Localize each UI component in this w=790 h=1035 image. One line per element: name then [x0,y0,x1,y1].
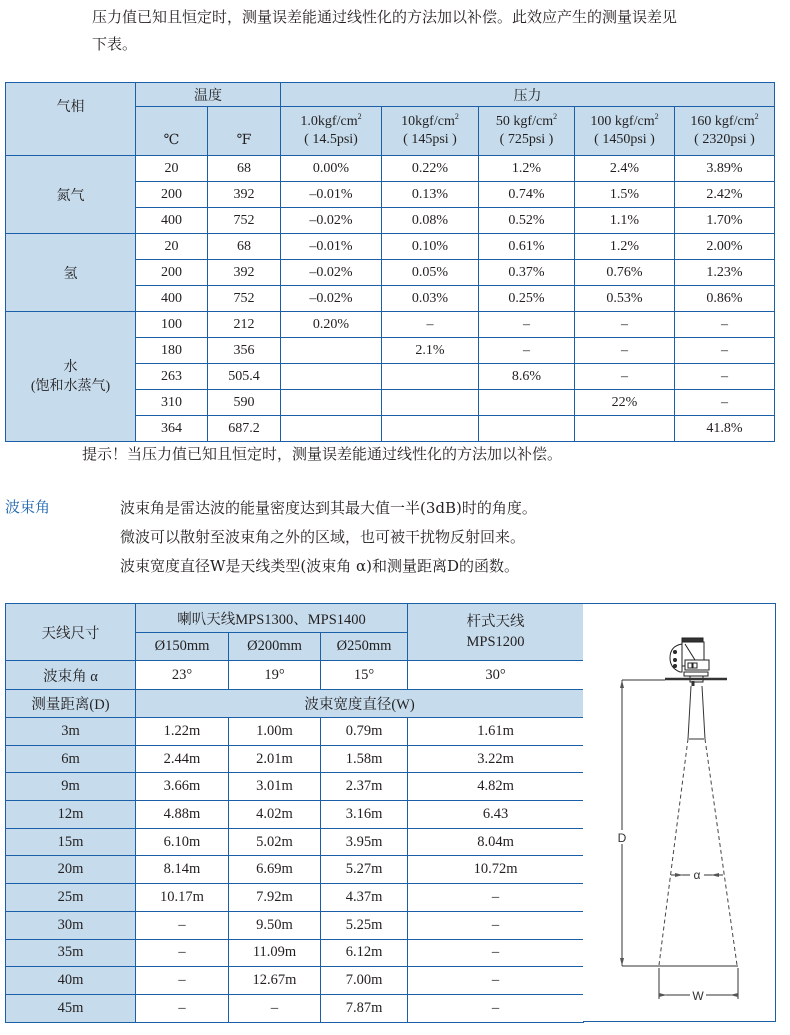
label-d: D [617,831,627,845]
table-row [6,828,584,856]
fahrenheit-cell: 505.4 [208,364,281,390]
psi-label: ( 1450psi ) [594,132,655,147]
beam-width-cell: 3.95m [321,828,408,856]
error-value-cell: – [575,338,675,364]
phase-subname: (饱和水蒸气) [30,378,111,394]
beam-width-cell: 6.10m [136,828,229,856]
psi-label: ( 14.5psi) [304,132,358,147]
celsius-cell: 310 [136,390,208,416]
error-value-cell [382,416,479,442]
beam-width-cell: 4.37m [321,884,408,912]
error-value-cell: – [675,338,775,364]
error-value-cell [575,416,675,442]
celsius-cell: 400 [136,208,208,234]
phase-name: 水 [63,359,78,375]
arrow-up-icon [620,680,624,688]
distance-cell: 30m [6,911,136,939]
pressure-error-table [5,82,775,442]
celsius-cell: 20 [136,234,208,260]
error-value-cell: 22% [575,390,675,416]
beam-width-cell: 6.69m [229,856,321,884]
beam-width-cell: 6.43 [408,801,584,829]
error-value-cell: 0.10% [382,234,479,260]
celsius-cell: 180 [136,338,208,364]
error-value-cell: – [479,338,575,364]
table-row [6,884,584,912]
header-size-150: Ø150mm [136,633,229,661]
radar-transmitter-icon [670,638,709,682]
beam-width-cell: – [229,994,321,1022]
error-value-cell: 0.53% [575,286,675,312]
superscript: 2 [754,112,759,121]
error-value-cell: 0.52% [479,208,575,234]
beam-width-cell: 1.58m [321,745,408,773]
beam-width-cell: 5.27m [321,856,408,884]
fahrenheit-cell: 590 [208,390,281,416]
error-value-cell [281,364,382,390]
beam-angle-value: 30° [408,661,584,690]
beam-width-cell: 1.00m [229,718,321,746]
table-row [6,234,775,260]
beam-width-cell: 11.09m [229,939,321,967]
error-value-cell: 2.42% [675,182,775,208]
error-value-cell: 2.4% [575,156,675,182]
table-row [6,967,584,995]
distance-cell: 20m [6,856,136,884]
error-value-cell [281,390,382,416]
fahrenheit-cell: 68 [208,156,281,182]
error-value-cell: –0.02% [281,260,382,286]
beam-width-cell: 8.04m [408,828,584,856]
celsius-cell: 263 [136,364,208,390]
error-value-cell: 0.13% [382,182,479,208]
distance-label: 测量距离(D) [6,690,136,718]
beam-width-cell: 3.66m [136,773,229,801]
error-value-cell: 1.5% [575,182,675,208]
error-value-cell: –0.01% [281,234,382,260]
phase-name: 氢 [63,266,78,282]
kgf-label: 1.0kgf/cm [300,114,358,129]
section-label-beam-angle: 波束角 [5,498,51,516]
header-pressure-col [281,107,382,156]
error-value-cell: 0.20% [281,312,382,338]
beam-width-cell: 3.16m [321,801,408,829]
table-row [6,994,584,1022]
header-pressure-col [675,107,775,156]
fahrenheit-cell: 212 [208,312,281,338]
header-antenna-size: 天线尺寸 [6,604,136,661]
header-pressure: 压力 [281,83,775,107]
beam-width-cell: 9.50m [229,911,321,939]
error-value-cell: – [675,390,775,416]
error-value-cell: – [479,312,575,338]
error-value-cell: – [575,364,675,390]
distance-cell: 6m [6,745,136,773]
beam-angle-value: 23° [136,661,229,690]
table-row [6,156,775,182]
beam-width-cell: 6.12m [321,939,408,967]
fahrenheit-cell: 752 [208,286,281,312]
error-value-cell [281,416,382,442]
beam-width-cell: 2.44m [136,745,229,773]
error-value-cell: 0.00% [281,156,382,182]
error-value-cell: 1.23% [675,260,775,286]
label-alpha: α [693,868,701,882]
header-horn-antenna: 喇叭天线MPS1300、MPS1400 [136,604,408,633]
error-value-cell: 0.86% [675,286,775,312]
label-w: W [692,989,704,1003]
celsius-cell: 364 [136,416,208,442]
beam-description-line: 波束宽度直径W是天线类型(波束角 α)和测量距离D的函数。 [120,557,520,575]
beam-width-cell: 4.02m [229,801,321,829]
header-fahrenheit: ℉ [208,107,281,156]
kgf-label: 50 kgf/cm [495,114,554,129]
error-value-cell: – [575,312,675,338]
beam-width-cell: 0.79m [321,718,408,746]
beam-width-cell: 7.87m [321,994,408,1022]
error-value-cell: 1.1% [575,208,675,234]
error-value-cell [479,416,575,442]
error-value-cell: 0.03% [382,286,479,312]
error-value-cell: 1.2% [479,156,575,182]
error-value-cell: 0.74% [479,182,575,208]
error-value-cell [382,390,479,416]
fahrenheit-cell: 687.2 [208,416,281,442]
error-value-cell: –0.02% [281,208,382,234]
error-value-cell: 2.1% [382,338,479,364]
beam-width-cell: 10.72m [408,856,584,884]
psi-label: ( 2320psi ) [694,132,755,147]
rod-antenna-model: MPS1200 [466,634,525,650]
beam-width-cell: 7.92m [229,884,321,912]
beam-width-cell: 3.22m [408,745,584,773]
superscript: 2 [454,112,459,121]
table-row [6,718,584,746]
beam-width-cell: 8.14m [136,856,229,884]
arrow-left-icon [711,873,719,877]
table-row [6,773,584,801]
distance-cell: 12m [6,801,136,829]
header-size-200: Ø200mm [229,633,321,661]
beam-angle-label: 波束角 α [6,661,136,690]
header-pressure-col [382,107,479,156]
beam-width-cell: 10.17m [136,884,229,912]
phase-group-cell [6,156,136,234]
beam-table-body [6,718,584,1023]
beam-width-cell: 5.25m [321,911,408,939]
header-size-250: Ø250mm [321,633,408,661]
beam-angle-value: 15° [321,661,408,690]
table-row [6,801,584,829]
hint-text: 提示！当压力值已知且恒定时，测量误差能通过线性化的方法加以补偿。 [82,445,563,463]
error-value-cell: 0.05% [382,260,479,286]
distance-cell: 9m [6,773,136,801]
superscript: 2 [357,112,362,121]
beam-description-line: 微波可以散射至波束角之外的区域，也可被干扰物反射回来。 [120,528,526,546]
distance-cell: 15m [6,828,136,856]
distance-cell: 35m [6,939,136,967]
distance-cell: 40m [6,967,136,995]
beam-width-cell: – [408,994,584,1022]
header-celsius: ℃ [136,107,208,156]
error-value-cell: –0.01% [281,182,382,208]
beam-description [120,494,537,581]
error-value-cell: – [675,312,775,338]
error-value-cell: –0.02% [281,286,382,312]
phase-group-cell [6,312,136,442]
error-value-cell: 3.89% [675,156,775,182]
beam-width-cell: – [136,994,229,1022]
celsius-cell: 20 [136,156,208,182]
table-row [6,856,584,884]
celsius-cell: 400 [136,286,208,312]
rod-antenna-label: 杆式天线 [466,614,525,630]
beam-width-cell: 7.00m [321,967,408,995]
header-phase-label: 气相 [56,100,85,115]
kgf-label: 160 kgf/cm [690,114,755,129]
beam-width-cell: – [408,967,584,995]
beam-width-cell: 12.67m [229,967,321,995]
error-value-cell [479,390,575,416]
distance-cell: 25m [6,884,136,912]
phase-name: 氮气 [56,188,85,204]
radar-beam-illustration [583,604,776,1023]
celsius-cell: 200 [136,182,208,208]
error-value-cell: 1.70% [675,208,775,234]
superscript: 2 [654,112,659,121]
beam-width-table [5,603,584,1023]
beam-width-cell: – [408,911,584,939]
intro-line-1: 压力值已知且恒定时，测量误差能通过线性化的方法加以补偿。此效应产生的测量误差见 [92,8,678,26]
beam-angle-value: 19° [229,661,321,690]
error-value-cell: 0.76% [575,260,675,286]
arrow-down-icon [620,958,624,966]
beam-width-cell: 2.01m [229,745,321,773]
error-value-cell: 1.2% [575,234,675,260]
distance-cell: 45m [6,994,136,1022]
distance-cell: 3m [6,718,136,746]
arrow-right-icon [675,873,683,877]
beam-width-cell: 4.88m [136,801,229,829]
beam-width-cell: 5.02m [229,828,321,856]
table-row [6,745,584,773]
beam-edge-left [659,739,688,965]
error-value-cell [382,364,479,390]
beam-angle-diagram [583,603,776,1022]
beam-width-cell: – [408,939,584,967]
table-row [6,312,775,338]
beam-edge-right [705,739,737,965]
psi-label: ( 145psi ) [403,132,457,147]
kgf-label: 10kgf/cm [401,114,455,129]
kgf-label: 100 kgf/cm [590,114,655,129]
error-value-cell: 0.25% [479,286,575,312]
error-value-cell: 0.61% [479,234,575,260]
phase-group-cell [6,234,136,312]
error-value-cell: – [675,364,775,390]
beam-width-cell: – [136,939,229,967]
beam-width-cell: – [136,911,229,939]
table-row [6,911,584,939]
error-value-cell: 41.8% [675,416,775,442]
celsius-cell: 100 [136,312,208,338]
error-value-cell: 2.00% [675,234,775,260]
celsius-cell: 200 [136,260,208,286]
beam-width-cell: 1.22m [136,718,229,746]
table-row [6,939,584,967]
error-value-cell: 0.08% [382,208,479,234]
fahrenheit-cell: 392 [208,182,281,208]
beam-width-cell: 4.82m [408,773,584,801]
beam-width-cell: 3.01m [229,773,321,801]
header-pressure-col [479,107,575,156]
beam-width-cell: – [136,967,229,995]
pressure-table-body [6,156,775,442]
beam-width-label: 波束宽度直径(W) [136,690,584,718]
psi-label: ( 725psi ) [499,132,554,147]
beam-width-cell: 2.37m [321,773,408,801]
fahrenheit-cell: 356 [208,338,281,364]
error-value-cell: 8.6% [479,364,575,390]
error-value-cell: – [382,312,479,338]
header-pressure-col [575,107,675,156]
intro-line-2: 下表。 [92,35,138,53]
error-value-cell: 0.37% [479,260,575,286]
error-value-cell [281,338,382,364]
beam-width-cell: – [408,884,584,912]
fahrenheit-cell: 392 [208,260,281,286]
fahrenheit-cell: 68 [208,234,281,260]
fahrenheit-cell: 752 [208,208,281,234]
header-rod-antenna [408,604,584,661]
beam-description-line: 波束角是雷达波的能量密度达到其最大值一半(3dB)时的角度。 [120,499,537,517]
header-temperature: 温度 [136,83,281,107]
beam-width-cell: 1.61m [408,718,584,746]
header-phase [6,83,136,156]
error-value-cell: 0.22% [382,156,479,182]
superscript: 2 [553,112,558,121]
